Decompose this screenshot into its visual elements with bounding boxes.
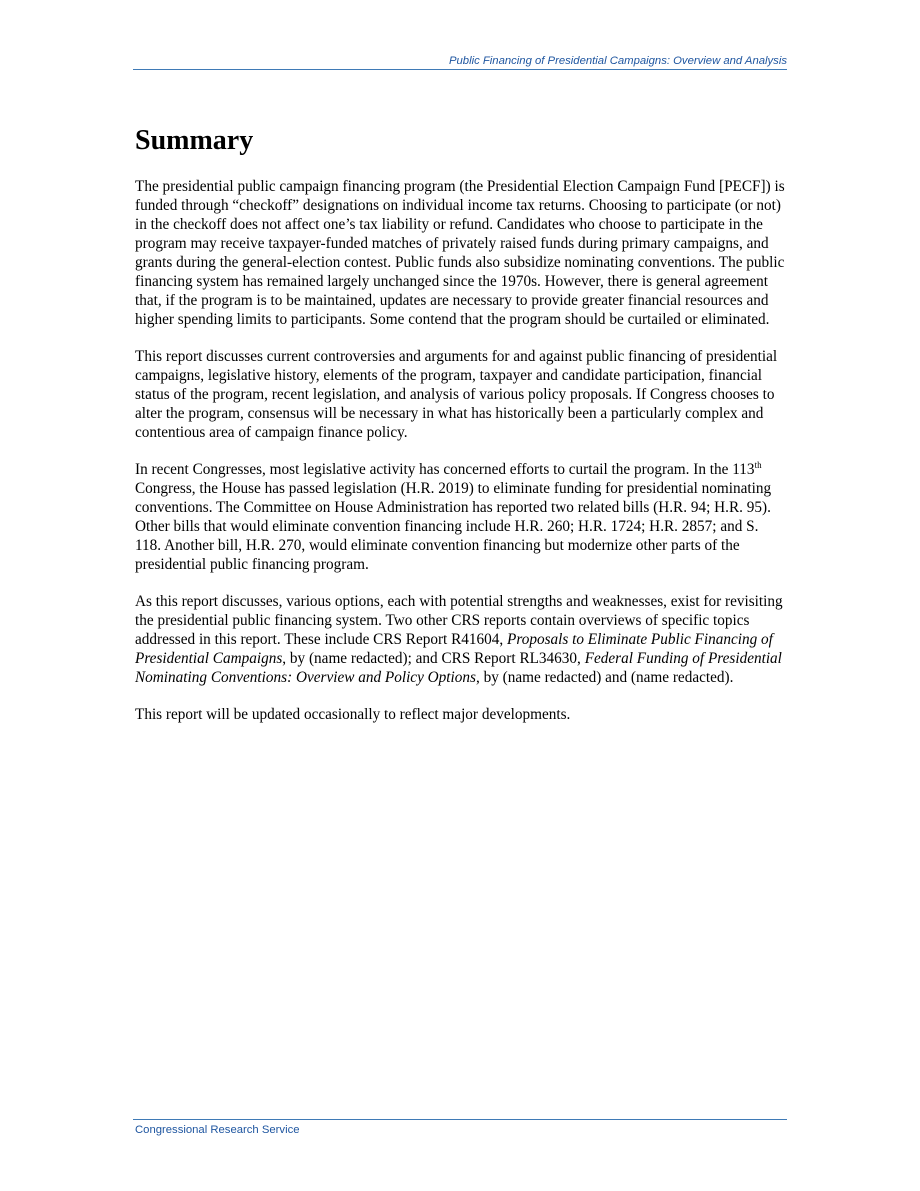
- running-header-title: Public Financing of Presidential Campaigns: Overview and Analysis: [448, 55, 787, 67]
- footer-divider: [133, 1119, 787, 1120]
- summary-body: [135, 177, 787, 742]
- paragraph-text: Congress, the House has passed legislation (H.R. 2019) to eliminate funding for presidential nominating conventions. The Committee on House Administration has reported two related bills (H.R. 94; H.R. 95). Other bills that would eliminate convention financing include H.R. 260; H.R. 1724; H.R. 2857; and S. 118. Another bill, H.R. 270, would eliminate convention financing but modernize other parts of the presidential public financing program.: [135, 480, 772, 573]
- paragraph-program-overview: The presidential public campaign financing program (the Presidential Election Campaign Fund [PECF]) is funded through “checkoff” designations on individual income tax returns. Choosing to participate (or not) in the checkoff does not affect one’s tax liability or refund. Candidates who choose to participate in the program may receive taxpayer-funded matches of privately raised funds during primary campaigns, and grants during the general-election contest. Public funds also subsidize nominating conventions. The public financing system has remained largely unchanged since the 1970s. However, there is general agreement that, if the program is to be maintained, updates are necessary to provide greater financial resources and higher spending limits to participants. Some contend that the program should be curtailed or eliminated.: [135, 178, 785, 328]
- paragraph-report-scope: This report discusses current controversies and arguments for and against public financing of presidential campaigns, legislative history, elements of the program, taxpayer and candidate participation, financial status of the program, recent legislation, and analysis of various policy proposals. If Congress chooses to alter the program, consensus will be necessary in what has historically been a particularly complex and contentious area of campaign finance policy.: [135, 348, 778, 441]
- header-divider: [133, 69, 787, 70]
- paragraph-legislative-activity: [135, 460, 787, 574]
- paragraph-update-note: This report will be updated occasionally to reflect major developments.: [135, 706, 571, 723]
- report-title-r41604: Proposals to Eliminate Public Financing of Presidential Campaigns: [135, 631, 773, 667]
- report-title-rl34630: Federal Funding of Presidential Nominating Conventions: Overview and Policy Options: [135, 650, 782, 686]
- paragraph-text: , by (name redacted); and CRS Report RL34630,: [282, 650, 585, 667]
- paragraph-text: , by (name redacted) and (name redacted).: [475, 669, 734, 686]
- page-title: Summary: [135, 125, 254, 156]
- ordinal-suffix: th: [754, 460, 762, 470]
- paragraph-text: As this report discusses, various options, each with potential strengths and weaknesses, exist for revisiting the presidential public financing system. Two other CRS reports contain overviews of specific topics addressed in this report. These include CRS Report R41604,: [135, 593, 783, 648]
- paragraph-text: In recent Congresses, most legislative activity has concerned efforts to curtail the program. In the 113: [135, 461, 755, 478]
- footer-organization: Congressional Research Service: [135, 1124, 300, 1136]
- paragraph-related-reports: [135, 592, 787, 687]
